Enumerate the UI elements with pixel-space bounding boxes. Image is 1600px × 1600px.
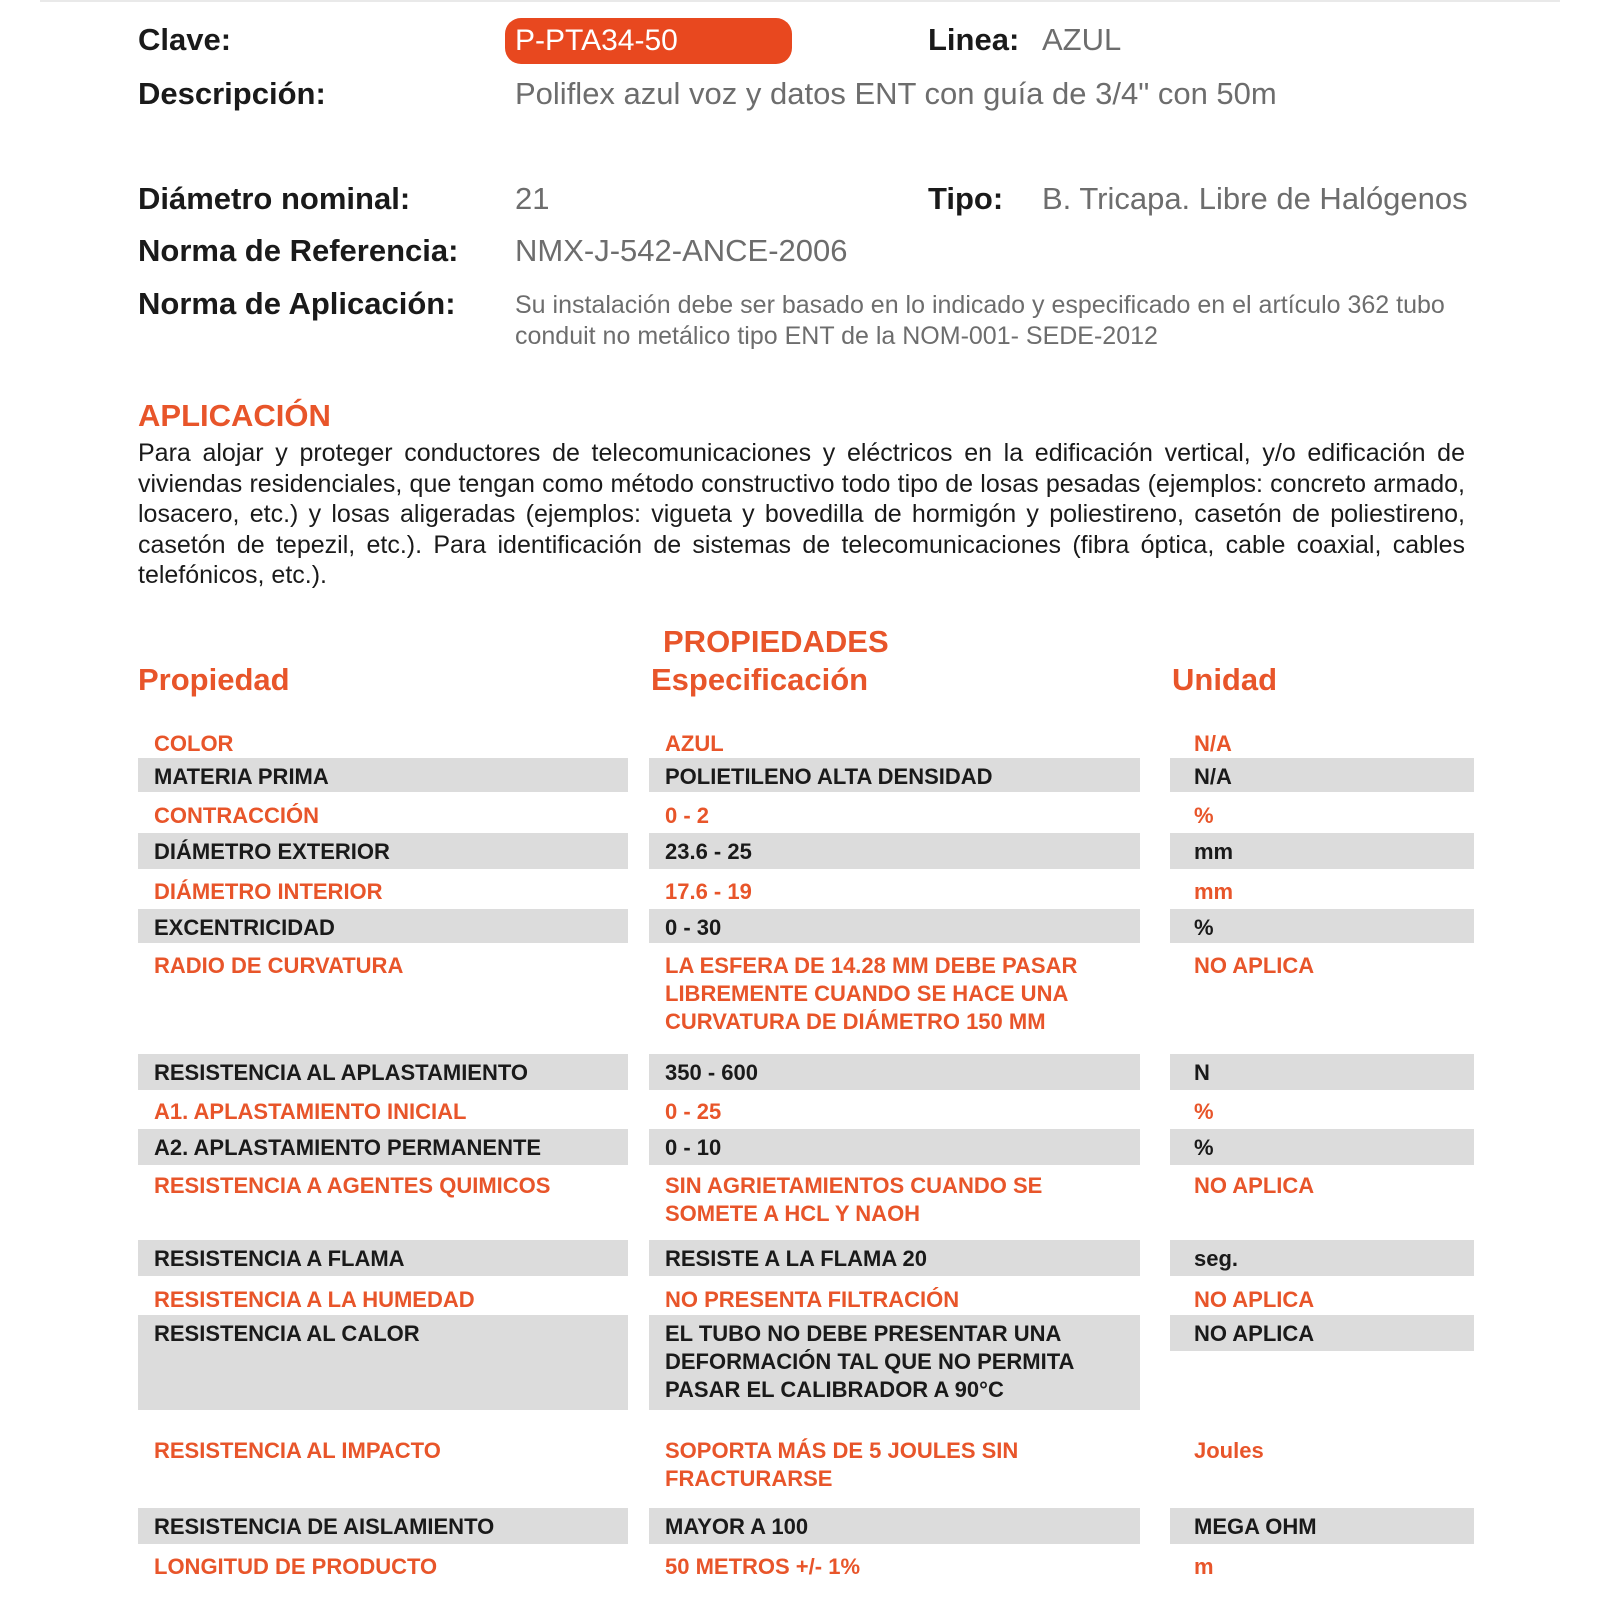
table-row [0,1432,1600,1502]
column-header-propiedad: Propiedad [138,662,290,697]
linea-label: Linea: [928,22,1020,57]
spec-cell: 50 METROS +/- 1% [665,1554,861,1579]
spec-cell: NO PRESENTA FILTRACIÓN [665,1287,960,1312]
property-cell: RESISTENCIA DE AISLAMIENTO [138,1508,628,1544]
spec-cell: 23.6 - 25 [649,833,1140,869]
unit-cell: m [1194,1554,1214,1579]
spec-cell: 0 - 30 [649,909,1140,943]
unit-cell: mm [1170,833,1474,869]
table-row [0,1093,1600,1127]
property-cell: LONGITUD DE PRODUCTO [154,1554,438,1579]
table-row [0,833,1600,869]
property-cell: RESISTENCIA A FLAMA [138,1240,628,1276]
property-cell: RESISTENCIA A LA HUMEDAD [154,1287,475,1312]
property-cell: RESISTENCIA A AGENTES QUIMICOS [154,1173,551,1198]
property-cell: A2. APLASTAMIENTO PERMANENTE [138,1129,628,1165]
top-divider [40,0,1560,2]
property-cell: MATERIA PRIMA [138,758,628,792]
table-row [0,1548,1600,1582]
table-row [0,758,1600,792]
spec-cell: 0 - 2 [665,803,710,828]
aplicacion-title: APLICACIÓN [138,398,331,433]
property-cell: RESISTENCIA AL CALOR [138,1315,628,1410]
table-row [0,1129,1600,1165]
property-cell: RADIO DE CURVATURA [154,953,404,978]
table-row [0,1240,1600,1276]
property-cell: COLOR [154,731,234,756]
clave-badge: P-PTA34-50 [505,18,792,64]
table-row [0,947,1600,1047]
table-row [0,725,1600,758]
spec-cell: EL TUBO NO DEBE PRESENTAR UNA DEFORMACIÓN TAL QUE NO PERMITA PASAR EL CALIBRADOR A 90°C [649,1315,1140,1410]
descripcion-value: Poliflex azul voz y datos ENT con guía de 3/4" con 50m [515,76,1277,111]
norma-referencia-label: Norma de Referencia: [138,233,459,268]
unit-cell: % [1170,1129,1474,1165]
property-cell: DIÁMETRO EXTERIOR [138,833,628,869]
spec-cell: AZUL [665,731,724,756]
spec-cell: SOPORTA MÁS DE 5 JOULES SIN FRACTURARSE [665,1438,1019,1491]
unit-cell: % [1170,909,1474,943]
spec-cell: POLIETILENO ALTA DENSIDAD [649,758,1140,792]
spec-cell: SIN AGRIETAMIENTOS CUANDO SE SOMETE A HCL Y NAOH [665,1173,1043,1226]
unit-cell: MEGA OHM [1170,1508,1474,1544]
linea-value: AZUL [1042,22,1122,57]
spec-cell: RESISTE A LA FLAMA 20 [649,1240,1140,1276]
unit-cell: NO APLICA [1194,1287,1315,1312]
norma-aplicacion-label: Norma de Aplicación: [138,286,456,321]
unit-cell: seg. [1170,1240,1474,1276]
unit-cell: NO APLICA [1194,953,1315,978]
spec-cell: 0 - 25 [665,1099,722,1124]
tipo-label: Tipo: [928,181,1004,216]
table-row [0,873,1600,907]
tipo-value: B. Tricapa. Libre de Halógenos [1042,181,1468,216]
property-cell: CONTRACCIÓN [154,803,319,828]
unit-cell: N [1170,1054,1474,1090]
aplicacion-text: Para alojar y proteger conductores de telecomunicaciones y eléctricos en la edificación vertical, y/o edificación de viviendas residenciales, que tengan como método constructivo todo tipo de losas pesadas (ejemplos: concreto armado, losacero, etc.) y losas aligeradas (ejemplos: vigueta y bovedilla de hormigón y poliestireno, casetón de poliestireno, casetón de tepezil, etc.). Para identificación de sistemas de telecomunicaciones (fibra óptica, cable coaxial, cables telefónicos, etc.). [138,439,1465,589]
table-row [0,1054,1600,1090]
unit-cell: NO APLICA [1170,1315,1474,1351]
unit-cell: mm [1194,879,1234,904]
clave-label: Clave: [138,22,232,57]
table-row [0,797,1600,831]
property-cell: RESISTENCIA AL IMPACTO [154,1438,441,1463]
property-cell: RESISTENCIA AL APLASTAMIENTO [138,1054,628,1090]
property-cell: A1. APLASTAMIENTO INICIAL [154,1099,467,1124]
spec-cell: 0 - 10 [649,1129,1140,1165]
table-row [0,1281,1600,1315]
unit-cell: NO APLICA [1194,1173,1315,1198]
spec-cell: MAYOR A 100 [649,1508,1140,1544]
norma-aplicacion-value: Su instalación debe ser basado en lo indicado y especificado en el artículo 362 tubo conduit no metálico tipo ENT de la NOM-001- SEDE-2012 [515,291,1445,350]
unit-cell: N/A [1170,758,1474,792]
unit-cell: % [1194,1099,1214,1124]
diametro-label: Diámetro nominal: [138,181,411,216]
spec-cell: LA ESFERA DE 14.28 MM DEBE PASAR LIBREMENTE CUANDO SE HACE UNA CURVATURA DE DIÁMETRO 150 MM [665,953,1078,1034]
propiedades-title: PROPIEDADES [663,624,889,659]
property-cell: EXCENTRICIDAD [138,909,628,943]
unit-cell: % [1194,803,1214,828]
spec-cell: 17.6 - 19 [665,879,752,904]
table-row [0,1508,1600,1544]
diametro-value: 21 [515,181,550,216]
property-cell: DIÁMETRO INTERIOR [154,879,383,904]
column-header-unidad: Unidad [1172,662,1278,697]
column-header-especificacion: Especificación [651,662,869,697]
norma-referencia-value: NMX-J-542-ANCE-2006 [515,233,848,268]
unit-cell: N/A [1194,731,1232,756]
spec-cell: 350 - 600 [649,1054,1140,1090]
descripcion-label: Descripción: [138,76,326,111]
table-row [0,1315,1600,1410]
unit-cell: Joules [1194,1438,1264,1463]
table-row [0,1167,1600,1237]
table-row [0,909,1600,943]
